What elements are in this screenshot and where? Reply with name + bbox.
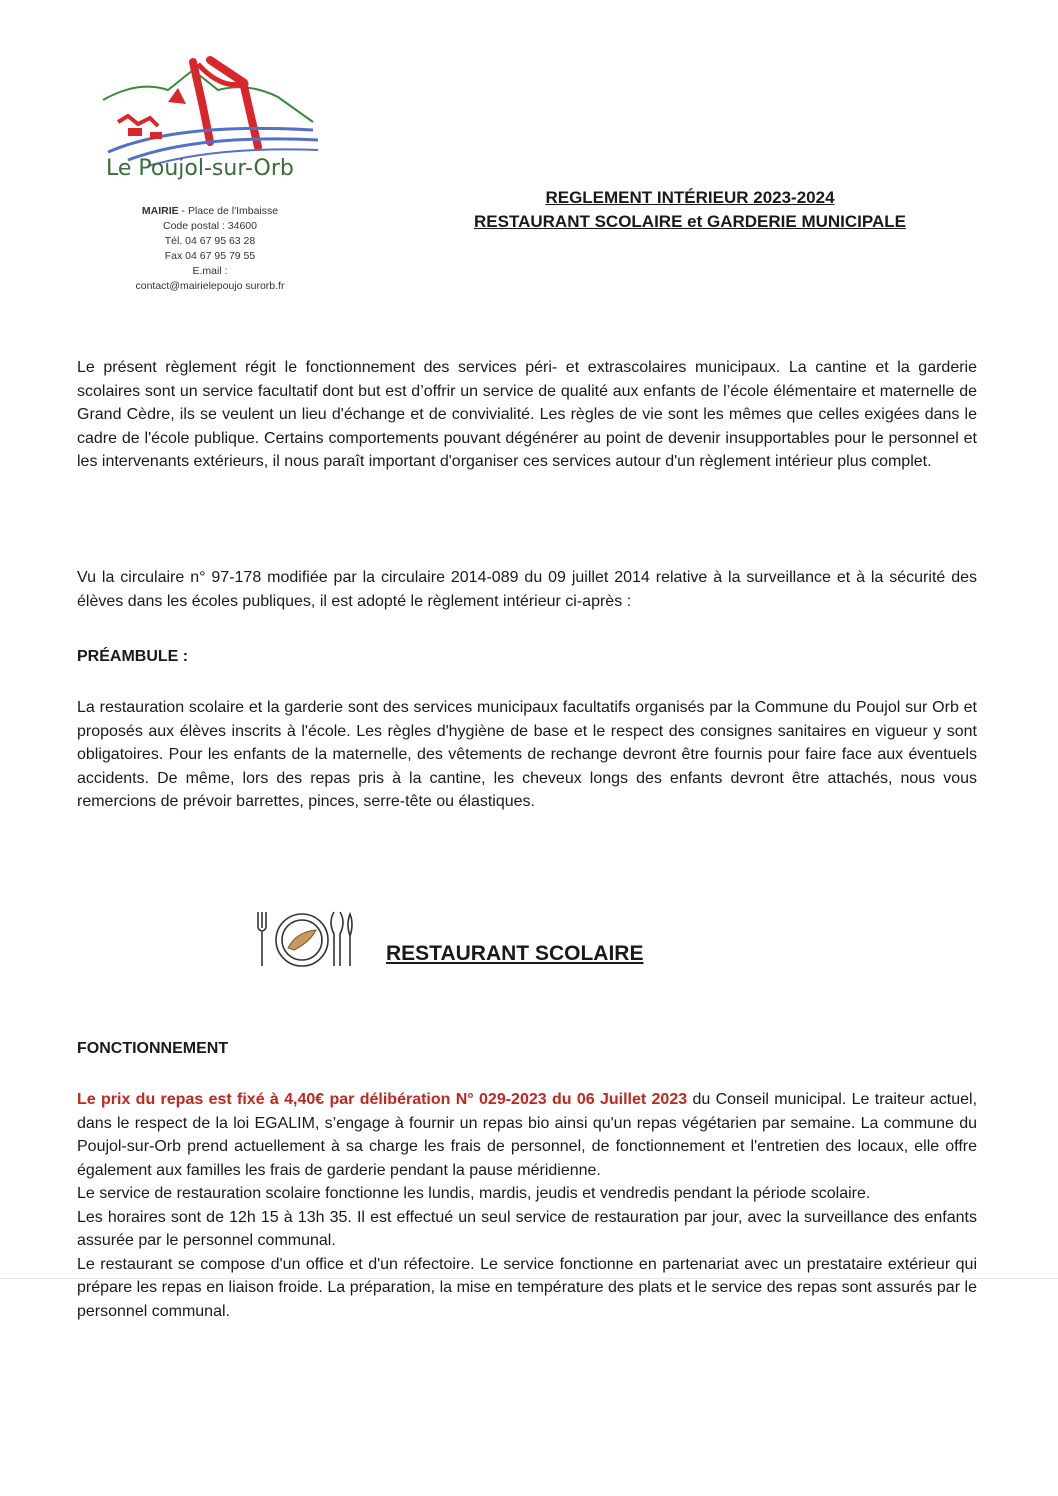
logo-wordmark: Le Poujol-sur-Orb xyxy=(106,156,294,181)
mairie-place: - Place de l'Imbaisse xyxy=(178,205,279,217)
mairie-fax: Fax 04 67 95 79 55 xyxy=(164,250,256,262)
days-paragraph: Le service de restauration scolaire fonctionne les lundis, mardis, jeudis et vendredis pendant la période scolaire. xyxy=(77,1185,871,1202)
intro-paragraph: Le présent règlement régit le fonctionnement des services péri- et extrascolaires municipaux. La cantine et la garderie scolaires sont un service facultatif dont but est d’offrir un service de qualité aux enfants de l’école élémentaire et maternelle de Grand Cèdre, ils se veulent un lieu d'échange et de convivialité. Les règles de vie sont les mêmes que celles exigées dans le cadre de l'école publique. Certains comportements pouvant dégénérer au point de devenir insupportables pour le personnel et les intervenants extérieurs, il nous paraît important d'organiser ces services autour d'un règlement intérieur plus complet. xyxy=(77,359,977,470)
mairie-tel: Tél. 04 67 95 63 28 xyxy=(164,235,256,247)
preambule-heading: PRÉAMBULE : xyxy=(77,648,189,665)
town-logo xyxy=(98,52,320,170)
preambule-paragraph: La restauration scolaire et la garderie sont des services municipaux facultatifs organisés par la Commune du Poujol sur Orb et proposés aux élèves inscrits à l'école. Les règles d'hygiène de base et le respect des consignes sanitaires en vigueur y sont obligatoires. Pour les enfants de la maternelle, des vêtements de rechange devront être fournis pour faire face aux éventuels accidents. De même, lors des repas pris à la cantine, les cheveux longs des enfants devront être attachés, nous vous remercions de prévoir barrettes, pinces, serre-tête ou élastiques. xyxy=(77,699,977,810)
mairie-email: contact@mairielepoujo surorb.fr xyxy=(135,280,285,292)
document-title-line1: REGLEMENT INTÉRIEUR 2023-2024 xyxy=(545,188,835,207)
fonctionnement-block xyxy=(77,1088,977,1323)
price-highlight: Le prix du repas est fixé à 4,40€ par délibération N° 029-2023 du 06 Juillet 2023 xyxy=(77,1091,688,1108)
hours-paragraph: Les horaires sont de 12h 15 à 13h 35. Il est effectué un seul service de restauration par jour, avec la surveillance des enfants assurée par le personnel communal. xyxy=(77,1208,977,1249)
circulaire-paragraph: Vu la circulaire n° 97-178 modifiée par la circulaire 2014-089 du 09 juillet 2014 relative à la surveillance et à la sécurité des élèves dans les écoles publiques, il est adopté le règlement intérieur ci-après : xyxy=(77,569,977,610)
mairie-postal: Code postal : 34600 xyxy=(163,220,257,232)
scan-fold-line xyxy=(0,1278,1058,1279)
price-rest: du Conseil municipal. Le traiteur actuel, dans le respect de la loi EGALIM, s’engage à fournir un repas bio ainsi qu'un repas végétarien par semaine. La commune du Poujol-sur-Orb prend actuellement à sa charge les frais de personnel, de fonctionnement et l'entretien des locaux, elle offre également aux familles les frais de garderie pendant la pause méridienne. xyxy=(77,1091,978,1179)
restaurant-section-title: RESTAURANT SCOLAIRE xyxy=(386,942,644,965)
composition-paragraph: Le restaurant se compose d'un office et d'un réfectoire. Le service fonctionne en partenariat avec un prestataire extérieur qui prépare les repas en liaison froide. La préparation, la mise en température des plats et le service des repas sont assurés par le personnel communal. xyxy=(77,1255,977,1320)
mairie-contact-block xyxy=(100,204,320,294)
mairie-email-label: E.mail : xyxy=(192,265,228,277)
document-title-line2: RESTAURANT SCOLAIRE et GARDERIE MUNICIPALE xyxy=(474,212,906,231)
document-title xyxy=(400,186,980,234)
price-paragraph xyxy=(77,1088,977,1182)
fonctionnement-heading: FONCTIONNEMENT xyxy=(77,1040,229,1057)
mairie-title: MAIRIE xyxy=(141,205,179,217)
cutlery-plate-icon xyxy=(254,908,360,970)
